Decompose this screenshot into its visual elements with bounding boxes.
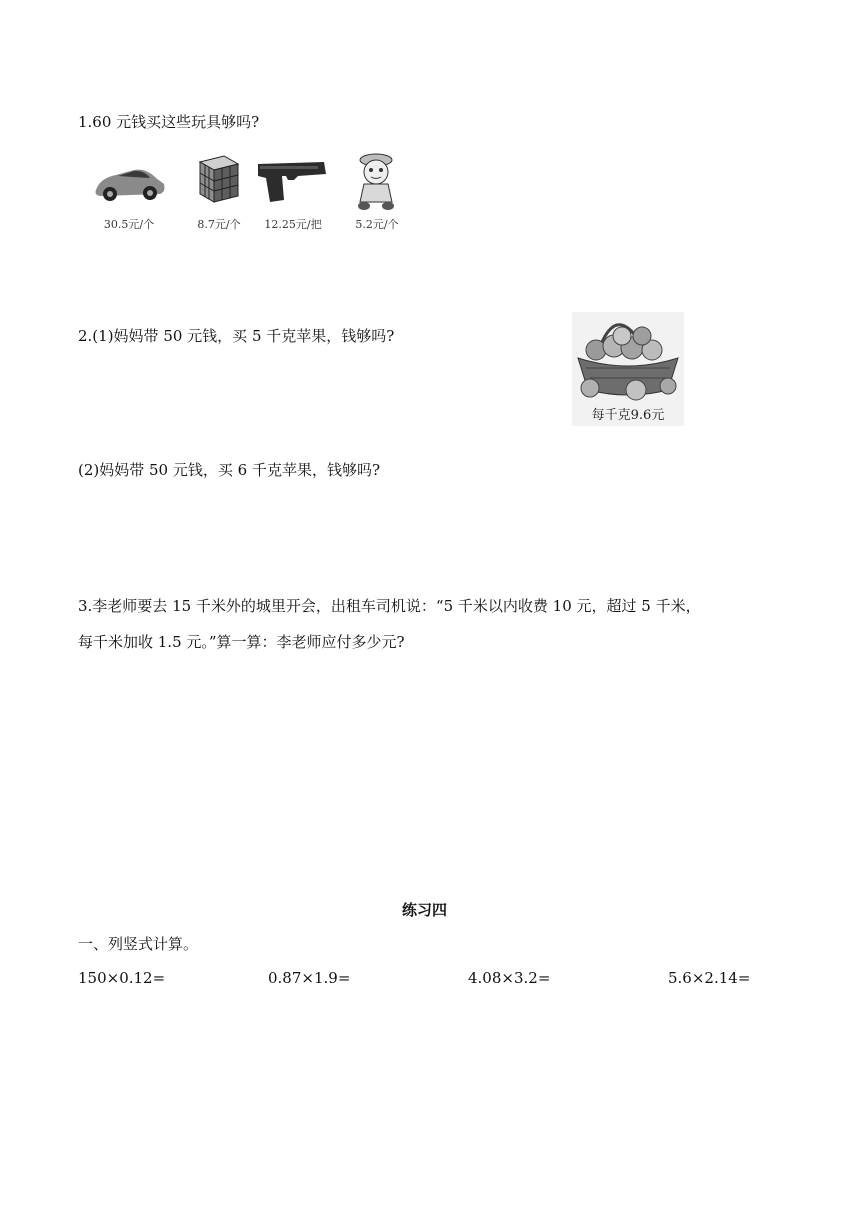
question-2-part-2: (2)妈妈带 50 元钱，买 6 千克苹果，钱够吗? xyxy=(78,461,380,479)
apple-basket-icon xyxy=(572,312,684,404)
question-3-line-2: 每千米加收 1.5 元。”算一算：李老师应付多少元? xyxy=(78,633,405,651)
calc-problem-4: 5.6×2.14= xyxy=(668,969,751,987)
apple-price-label: 每千克9.6元 xyxy=(591,408,665,423)
apple-basket-image xyxy=(572,312,684,426)
toy-gun-item xyxy=(254,150,324,234)
rubiks-cube-item xyxy=(180,150,250,234)
calc-problem-1: 150×0.12= xyxy=(78,969,166,987)
rubiks-cube-price: 8.7元/个 xyxy=(197,218,241,231)
question-2-part-1: 2.(1)妈妈带 50 元钱，买 5 千克苹果，钱够吗? xyxy=(78,327,395,345)
doll-price: 5.2元/个 xyxy=(355,218,399,231)
rubiks-cube-icon xyxy=(180,150,258,212)
toy-car-price: 30.5元/个 xyxy=(103,218,155,231)
doll-item xyxy=(338,150,408,234)
question-1-text: 1.60 元钱买这些玩具够吗? xyxy=(78,113,260,131)
toy-car-item xyxy=(90,150,160,234)
calc-problem-2: 0.87×1.9= xyxy=(268,969,351,987)
toy-gun-icon xyxy=(254,150,332,212)
toy-car-icon xyxy=(90,150,168,212)
section-subtitle: 一、列竖式计算。 xyxy=(78,935,199,953)
section-title: 练习四 xyxy=(402,901,448,919)
question-3-line-1: 3.李老师要去 15 千米外的城里开会，出租车司机说：“5 千米以内收费 10 元，超过 5 千米， xyxy=(78,597,701,615)
calc-problem-3: 4.08×3.2= xyxy=(468,969,551,987)
doll-icon xyxy=(338,150,416,212)
toy-gun-price: 12.25元/把 xyxy=(264,218,322,231)
